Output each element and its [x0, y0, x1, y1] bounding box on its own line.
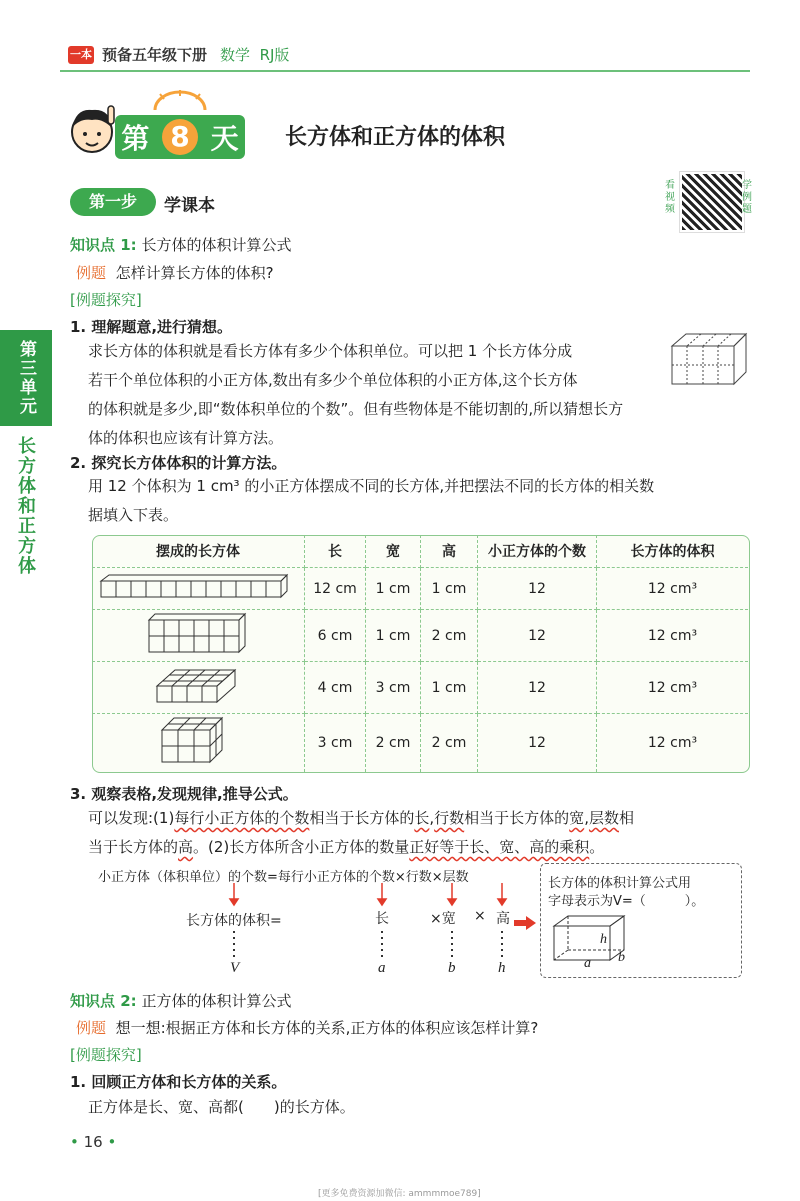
day-number: 8	[162, 119, 198, 155]
volume-cell: 12 cm³	[597, 568, 749, 610]
count-cell: 12	[478, 662, 597, 714]
sun-rays-icon	[145, 90, 215, 112]
height-cell: 2 cm	[421, 714, 478, 772]
col-header: 摆成的长方体	[92, 535, 305, 568]
unit-topic: 长方体和正方体	[15, 436, 36, 576]
t: 高	[178, 838, 194, 856]
kp2-label: 知识点 2:	[70, 992, 137, 1010]
t: 正好等于长、宽、高的乘积	[409, 838, 590, 856]
right-arrow-icon	[514, 916, 536, 930]
t: 。	[589, 838, 605, 856]
s1-line: 若干个单位体积的小正方体,数出有多少个单位体积的小正方体,这个长方体	[88, 371, 578, 389]
example-text: 怎样计算长方体的体积?	[115, 264, 274, 282]
s1-line: 的体积就是多少,即“数体积单位的个数”。但有些物体是不能切割的,所以猜想长方	[88, 400, 624, 418]
volume-cell: 12 cm³	[597, 662, 749, 714]
count-cell: 12	[478, 568, 597, 610]
length-cell: 4 cm	[305, 662, 366, 714]
length-cell: 12 cm	[305, 568, 366, 610]
t: 宽	[569, 809, 585, 827]
col-header: 宽	[366, 535, 421, 568]
subject-label	[220, 44, 289, 65]
mascot-icon	[62, 100, 122, 166]
section-2-body	[88, 472, 758, 530]
table-header-row	[92, 535, 748, 568]
cuboid-12x1x1-icon	[99, 573, 297, 601]
kp1-title: 长方体的体积计算公式	[141, 236, 292, 254]
kp2-line: 正方体是长、宽、高都( )的长方体。	[88, 1098, 355, 1116]
formula-mid-label: 长方体的体积=	[186, 913, 282, 929]
t: ,	[429, 809, 435, 827]
edition: RJ版	[259, 46, 290, 64]
letter-h: h	[498, 960, 506, 976]
book-title: 预备五年级下册	[102, 46, 208, 64]
formula-times: ×	[474, 908, 486, 924]
table-row	[92, 568, 748, 610]
section-3-heading: 3. 观察表格,发现规律,推导公式。	[70, 785, 298, 803]
example-label: 例题	[76, 264, 107, 282]
s2-line: 用 12 个体积为 1 cm³ 的小正方体摆成不同的长方体,并把摆法不同的长方体的相关数	[88, 477, 655, 495]
t: 当于长方体的	[88, 838, 179, 856]
s3-line-1	[88, 804, 758, 833]
t: 层数	[588, 809, 619, 827]
letter-b: b	[448, 960, 456, 976]
count-cell: 12	[478, 610, 597, 662]
length-cell: 6 cm	[305, 610, 366, 662]
box-a: a	[584, 956, 591, 971]
t: 相	[618, 809, 634, 827]
length-cell: 3 cm	[305, 714, 366, 772]
formula-top: 小正方体（体积单位）的个数=每行小正方体的个数×行数×层数	[98, 870, 469, 885]
qr-right-label: 学例题	[742, 180, 752, 215]
knowledge-point-2	[70, 990, 291, 1011]
t: 相当于长方体的	[464, 809, 570, 827]
formula-box-text-2: 字母表示为V=（ ）。	[548, 894, 705, 909]
col-header: 高	[421, 535, 478, 568]
publisher-logo: 一本	[68, 46, 94, 64]
width-cell: 1 cm	[366, 568, 421, 610]
knowledge-point-1	[70, 234, 291, 255]
kp1-label: 知识点 1:	[70, 236, 137, 254]
shape-cell	[92, 568, 305, 610]
volume-cell: 12 cm³	[647, 734, 698, 751]
table-row	[92, 714, 748, 772]
day-badge	[115, 115, 245, 159]
section-1-heading: 1. 理解题意,进行猜想。	[70, 318, 233, 336]
header-rule	[60, 70, 750, 72]
formula-width: ×宽	[430, 911, 456, 927]
width-cell: 3 cm	[366, 662, 421, 714]
page-number-value: 16	[83, 1133, 103, 1151]
t: 每行小正方体的个数	[174, 809, 310, 827]
section-1-body	[88, 337, 668, 453]
table-row	[92, 662, 748, 714]
cuboid-3x2x2-icon	[158, 716, 238, 766]
formula-length: 长	[375, 911, 389, 927]
probe-label-2: [例题探究]	[70, 1046, 142, 1064]
count-cell: 12	[478, 714, 597, 772]
letter-a: a	[378, 960, 386, 976]
s3-line-2	[88, 833, 758, 862]
day-suffix: 天	[210, 122, 239, 155]
cuboid-abh-icon	[550, 912, 640, 968]
t: 。(2)长方体所含小正方体的数量	[193, 838, 410, 856]
footer-note: [更多免费资源加微信: ammmmoe789]	[318, 1189, 481, 1199]
box-b: b	[618, 950, 625, 965]
t: ,	[584, 809, 589, 827]
cuboid-6x1x2-icon	[143, 612, 253, 656]
example-label: 例题	[76, 1019, 107, 1037]
shape-cell	[92, 662, 305, 714]
subject: 数学	[220, 46, 251, 64]
s1-line: 体的体积也应该有计算方法。	[88, 429, 284, 447]
shape-cell	[92, 610, 305, 662]
section-3-body	[88, 804, 758, 862]
unit-tab: 第三单元	[0, 330, 52, 426]
t: 长	[414, 809, 430, 827]
letter-v: V	[230, 960, 240, 976]
step-label: 学课本	[164, 196, 215, 216]
col-header: 长	[305, 535, 366, 568]
data-table	[92, 535, 748, 772]
s2-line: 据填入下表。	[88, 506, 179, 524]
shape-cell	[92, 714, 305, 772]
col-header: 小正方体的个数	[478, 535, 597, 568]
kp2-heading: 1. 回顾正方体和长方体的关系。	[70, 1073, 287, 1091]
volume-cell: 12 cm³	[597, 610, 749, 662]
t: 可以发现:(1)	[88, 809, 175, 827]
example-1	[76, 262, 274, 283]
section-2-heading: 2. 探究长方体体积的计算方法。	[70, 454, 287, 472]
height-cell: 2 cm	[421, 610, 478, 662]
s1-line: 求长方体的体积就是看长方体有多少个体积单位。可以把 1 个长方体分成	[88, 342, 573, 360]
cuboid-4x3x1-icon	[153, 666, 243, 706]
height-cell: 1 cm	[421, 662, 478, 714]
kp2-title: 正方体的体积计算公式	[141, 992, 292, 1010]
col-header: 长方体的体积	[597, 535, 749, 568]
box-h: h	[600, 932, 607, 947]
lesson-title: 长方体和正方体的体积	[285, 125, 506, 150]
width-cell: 2 cm	[366, 714, 421, 772]
t: 相当于长方体的	[309, 809, 415, 827]
cuboid-grid-icon	[670, 332, 750, 388]
qr-left-label: 看视频	[665, 180, 675, 215]
page-number: • 16 •	[70, 1133, 117, 1151]
formula-height: 高	[496, 911, 510, 927]
table-row	[92, 610, 748, 662]
height-cell: 1 cm	[421, 568, 478, 610]
day-prefix: 第	[121, 122, 150, 155]
t: 行数	[434, 809, 465, 827]
formula-box-text-1: 长方体的体积计算公式用	[548, 876, 692, 891]
example-text: 想一想:根据正方体和长方体的关系,正方体的体积应该怎样计算?	[115, 1019, 539, 1037]
example-2	[76, 1017, 538, 1038]
qr-code-icon[interactable]	[680, 172, 744, 232]
step-pill: 第一步	[70, 188, 156, 216]
width-cell: 1 cm	[366, 610, 421, 662]
probe-label: [例题探究]	[70, 291, 142, 309]
